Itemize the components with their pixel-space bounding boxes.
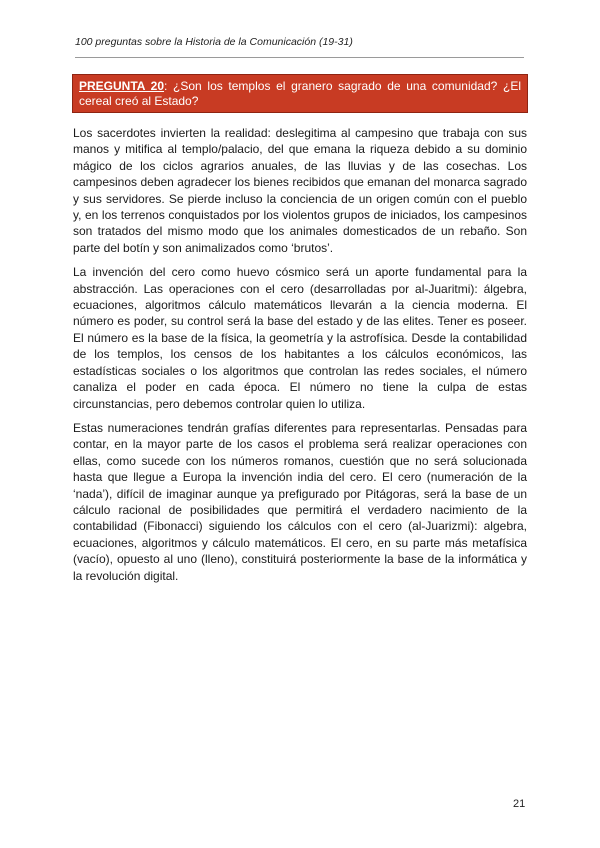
page-number: 21 [513,798,526,810]
running-header: 100 preguntas sobre la Historia de la Comunicación (19-31) [75,36,353,48]
question-text: ¿Son los templos el granero sagrado de una comunidad? ¿El cereal creó al Estado? [79,79,521,108]
paragraph-1: Los sacerdotes invierten la realidad: deslegitima al campesino que trabaja con sus manos y mitifica al templo/palacio, del que emana la riqueza debido a su dominio mágico de los ciclos agrarios anuales, de las lluvias y de las cosechas. Los campesinos deben agradecer los bienes recibidos que emanan del monarca sagrado y sus servidores. Se pierde incluso la conciencia de un origen común con el pueblo y, en los terrenos conquistados por los violentos grupos de iniciados, los campesinos son tratados del mismo modo que los animales domesticados de un rebaño. Son parte del botín y son animalizados como ‘brutos’. [73,126,527,255]
question-box [72,74,528,113]
question-separator: : [164,79,168,93]
paragraph-2: La invención del cero como huevo cósmico será un aporte fundamental para la abstracción. Las operaciones con el cero (desarrolladas por al-Juaritmi): álgebra, ecuaciones, algoritmos cálculo matemáticos llevarán a la ciencia moderna. El número es poder, su control será la base del estado y de las elites. Tener es poseer. El número es la base de la física, la geometría y la astrofísica. Desde la contabilidad de los templos, los censos de los habitantes a los cálculos económicos, las estadísticas sociales o los algoritmos que controlan las redes sociales, el número canaliza el poder en cada época. El número no tiene la culpa de estas circunstancias, pero debemos controlar quien lo utiliza. [73,265,527,411]
header-divider [75,57,524,58]
body-text [73,125,527,592]
paragraph-3: Estas numeraciones tendrán grafías diferentes para representarlas. Pensadas para contar, en la mayor parte de los casos el problema será realizar operaciones con ellas, como sucede con los números romanos, cuestión que no será solucionada hasta que llegue a Europa la invención india del cero. El cero (numeración de la ‘nada’), difícil de imaginar aunque ya prefigurado por Pitágoras, será la base de un cálculo racional de posibilidades que permitirá el verdadero nacimiento de la contabilidad (Fibonacci) siguiendo los cálculos con el cero (al-Juarizmi): algebra, ecuaciones, algoritmos y cálculo matemáticos. El cero, en su parte más metafísica (vacío), opuesto al uno (lleno), constituirá posteriormente la base de la informática y la revolución digital. [73,420,527,583]
question-label: PREGUNTA 20 [79,79,165,93]
